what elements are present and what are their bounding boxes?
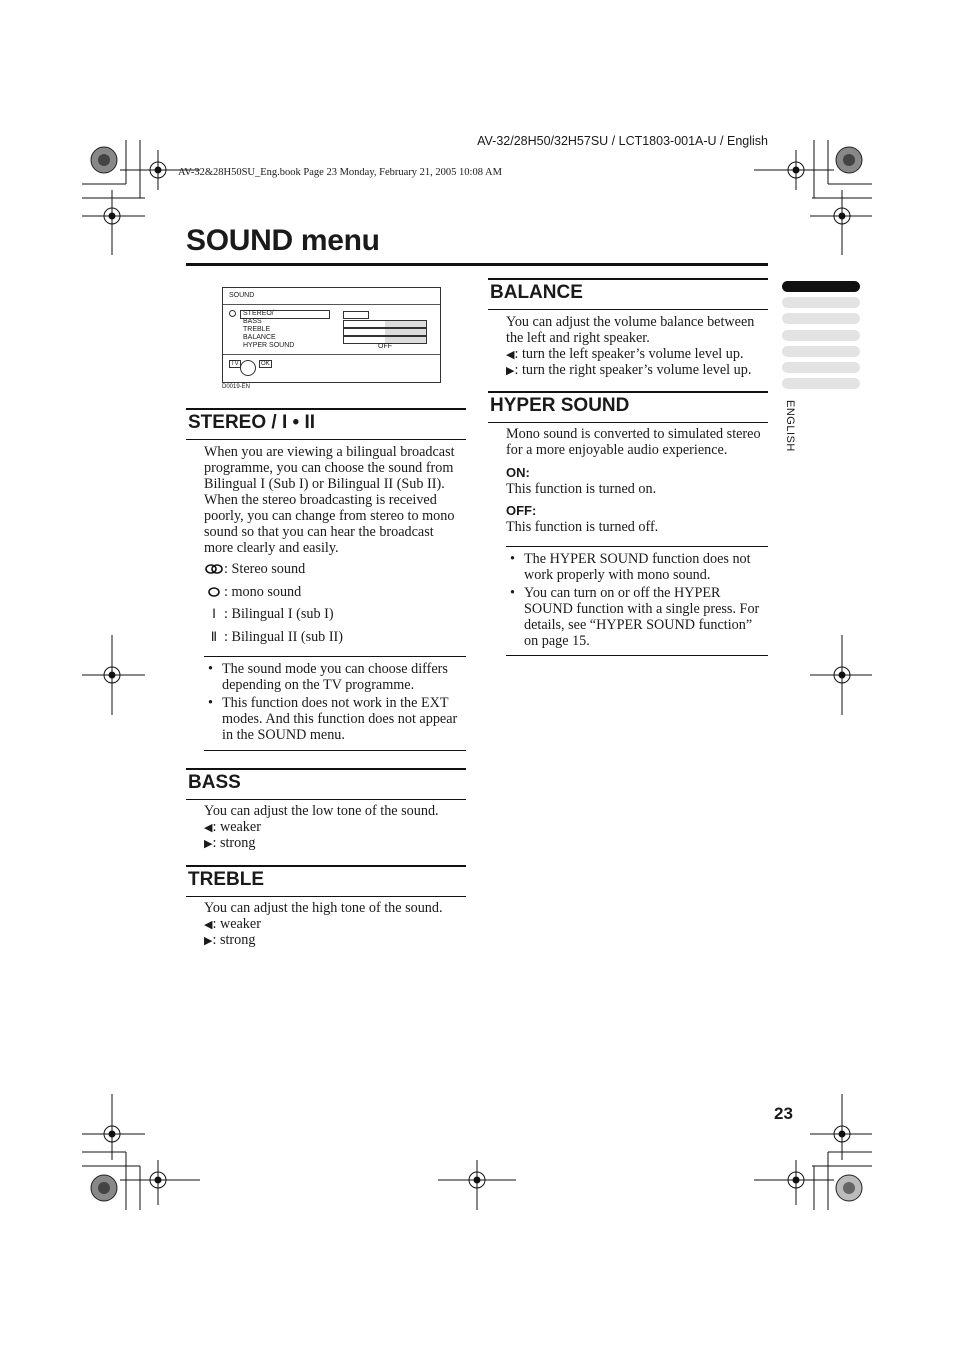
hyper-sound-heading: HYPER SOUND xyxy=(488,391,768,423)
side-tab-active xyxy=(782,281,860,292)
mode-mono-label: : mono sound xyxy=(224,583,302,600)
mode-mono xyxy=(204,581,466,603)
treble-heading: TREBLE xyxy=(186,865,466,897)
side-tab xyxy=(782,330,860,341)
osd-tv-key: TV xyxy=(231,361,239,367)
side-tab xyxy=(782,313,860,324)
stereo-note: • This function does not work in the EXT modes. And this function does not appear in the SOUND menu. xyxy=(204,695,466,743)
treble-right-label: : strong xyxy=(212,932,256,948)
stereo-notes xyxy=(204,656,466,751)
mode-bilingual-2-label: : Bilingual II (sub II) xyxy=(224,628,343,645)
hyper-sound-notes xyxy=(506,546,768,656)
hyper-sound-note: • You can turn on or off the HYPER SOUND function with a single press. For details, see “HYPER SOUND function” on page 15. xyxy=(506,585,768,649)
hyper-sound-note: • The HYPER SOUND function does not work properly with mono sound. xyxy=(506,551,768,583)
bass-left-label: : weaker xyxy=(212,819,261,835)
mode-stereo-label: : Stereo sound xyxy=(224,560,306,577)
side-tab xyxy=(782,346,860,357)
balance-right-label: : turn the right speaker’s volume level up. xyxy=(514,362,752,378)
book-file-line: AV-32&28H50SU_Eng.book Page 23 Monday, February 21, 2005 10:08 AM xyxy=(178,167,502,178)
balance-right-row xyxy=(506,362,768,379)
page-title: SOUND menu xyxy=(186,224,380,257)
sound-menu-screenshot xyxy=(222,287,441,383)
osd-ok-key: OK xyxy=(261,361,270,367)
mode-bilingual-1-label: : Bilingual I (sub I) xyxy=(224,605,334,622)
left-arrow-icon: ◀ xyxy=(204,918,213,931)
right-arrow-icon: ▶ xyxy=(506,364,515,377)
osd-item-bass: BASS xyxy=(243,318,262,325)
page-number: 23 xyxy=(774,1104,793,1123)
osd-item-treble: TREBLE xyxy=(243,326,271,333)
osd-menu-title: SOUND xyxy=(229,292,255,299)
left-arrow-icon: ◀ xyxy=(204,821,213,834)
balance-left-label: : turn the left speaker’s volume level up. xyxy=(514,346,744,362)
side-tab xyxy=(782,297,860,308)
osd-item-hyper-sound: HYPER SOUND xyxy=(243,342,295,349)
balance-left-row xyxy=(506,346,768,363)
bass-body: You can adjust the low tone of the sound. xyxy=(204,803,439,819)
hyper-on-text: This function is turned on. xyxy=(506,481,657,497)
osd-item-balance: BALANCE xyxy=(243,334,276,341)
osd-treble-bar xyxy=(343,328,427,336)
document-id: AV-32/28H50/32H57SU / LCT1803-001A-U / English xyxy=(477,134,768,148)
bilingual-1-icon: Ⅰ xyxy=(212,606,216,621)
bass-right-label: : strong xyxy=(212,835,256,851)
hyper-off-label: OFF: xyxy=(506,503,537,518)
osd-nav-pad-icon xyxy=(240,360,256,376)
mono-icon xyxy=(204,586,224,598)
osd-item-stereo: STEREO/ xyxy=(243,310,274,317)
bass-left-row xyxy=(204,819,466,836)
bilingual-2-icon: Ⅱ xyxy=(210,629,218,644)
hyper-sound-body: Mono sound is converted to simulated stereo for a more enjoyable audio experience. xyxy=(506,426,761,458)
bass-heading: BASS xyxy=(186,768,466,800)
title-rule xyxy=(186,263,768,266)
stereo-body: When you are viewing a bilingual broadcast programme, you can choose the sound from Bilingual I (Sub I) or Bilingual II (Sub II). When the stereo broadcasting is received poorly, you can change from stereo to mono sound so that you can hear the broadcast more clearly and easily. xyxy=(204,444,455,556)
balance-heading: BALANCE xyxy=(488,278,768,310)
hyper-on-label: ON: xyxy=(506,465,530,480)
hyper-off-text: This function is turned off. xyxy=(506,519,659,535)
mode-bilingual-1 xyxy=(204,603,466,625)
side-tab xyxy=(782,362,860,373)
balance-body: You can adjust the volume balance between the left and right speaker. xyxy=(506,314,755,346)
treble-left-row xyxy=(204,916,466,933)
osd-hyper-value: OFF xyxy=(378,343,392,350)
stereo-heading: STEREO / I • II xyxy=(186,408,466,440)
treble-body: You can adjust the high tone of the sound. xyxy=(204,900,443,916)
stereo-note: • The sound mode you can choose differs depending on the TV programme. xyxy=(204,661,466,693)
mode-stereo xyxy=(204,558,466,580)
side-tab xyxy=(782,378,860,389)
osd-image-code: D0019-EN xyxy=(222,384,251,390)
side-language-label: ENGLISH xyxy=(784,400,796,452)
mode-bilingual-2 xyxy=(204,626,466,648)
osd-cursor-icon xyxy=(229,310,236,317)
right-arrow-icon: ▶ xyxy=(204,837,213,850)
osd-bass-bar xyxy=(343,320,427,328)
stereo-icon xyxy=(204,563,224,575)
right-arrow-icon: ▶ xyxy=(204,934,213,947)
bass-right-row xyxy=(204,835,466,852)
left-arrow-icon: ◀ xyxy=(506,348,515,361)
treble-right-row xyxy=(204,932,466,949)
treble-left-label: : weaker xyxy=(212,916,261,932)
